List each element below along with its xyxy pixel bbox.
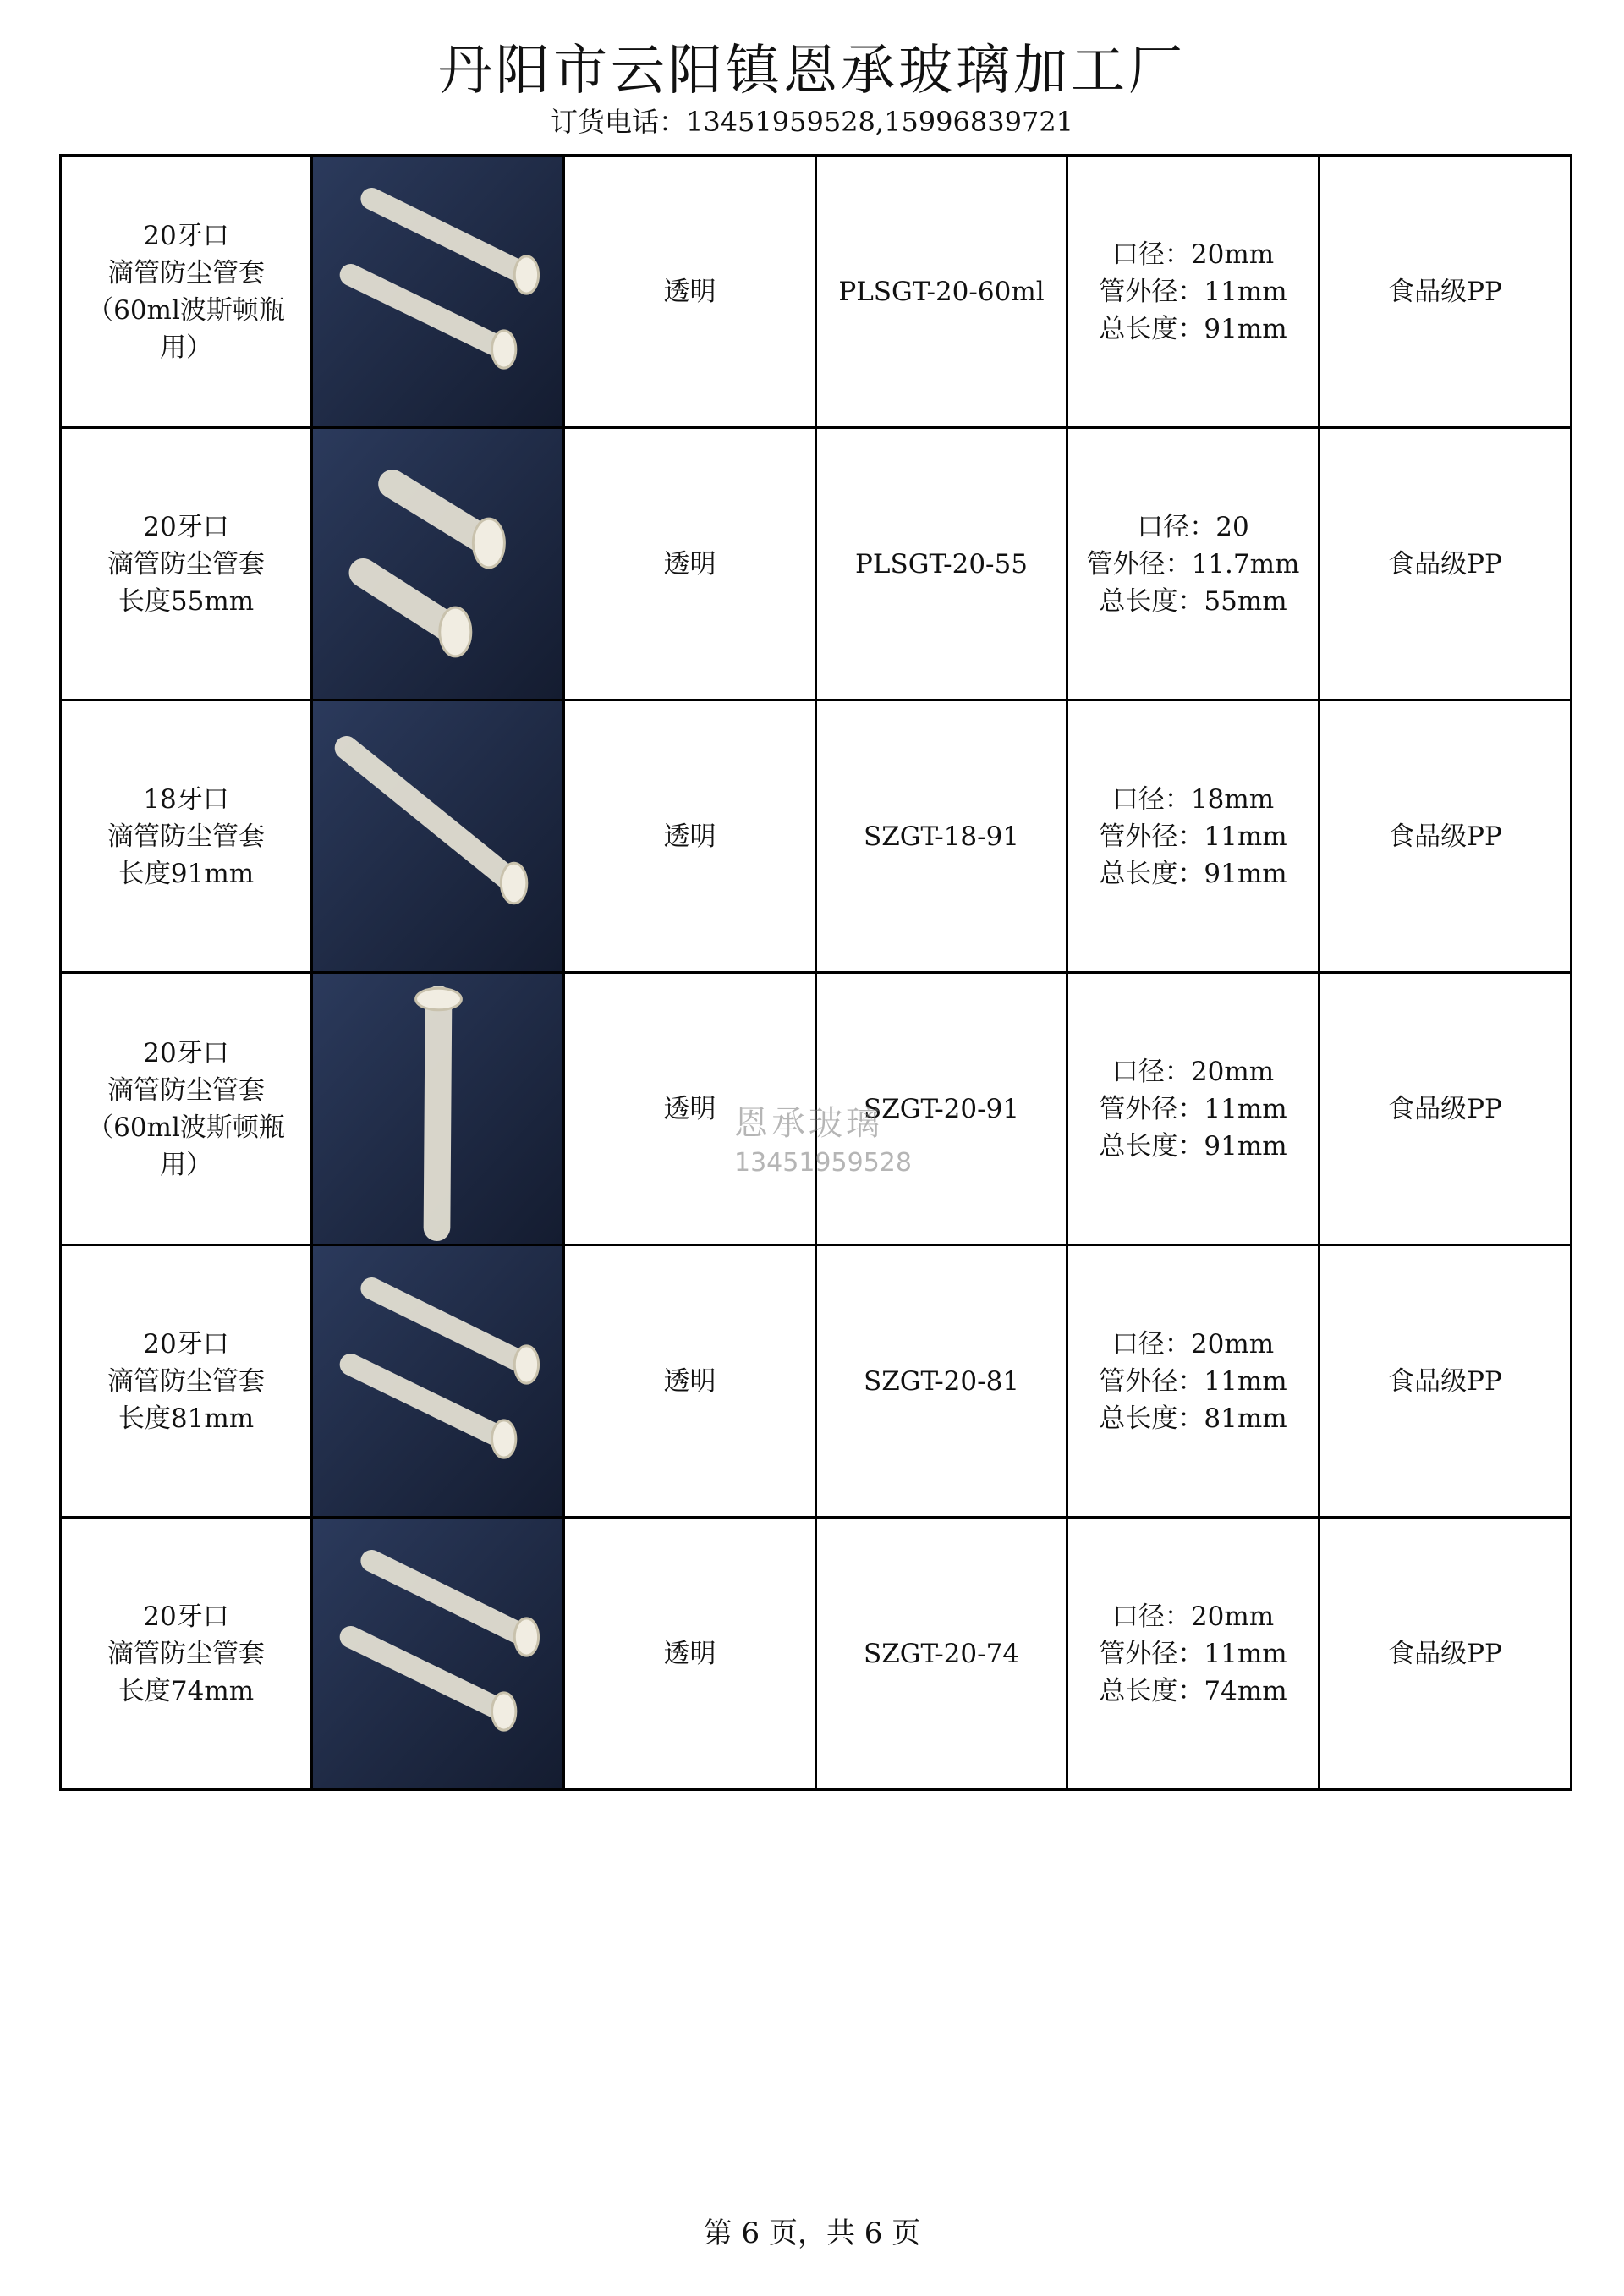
product-name-line: 滴管防尘管套 [107,821,265,852]
product-specs-line: 总长度：91mm [1099,1130,1287,1162]
product-model: SZGT-20-74 [816,1518,1067,1790]
product-material: 食品级PP [1320,428,1572,700]
product-model: SZGT-18-91 [816,700,1067,973]
photo-background [313,429,562,699]
product-specs-line: 总长度：91mm [1099,858,1287,889]
product-specs [1067,700,1320,973]
product-name-line: 20牙口 [143,1328,229,1359]
table-row [61,1518,1572,1790]
product-name-line: 20牙口 [143,511,229,542]
product-name-line: 20牙口 [143,220,229,251]
product-specs-line: 口径：20mm [1111,1328,1275,1359]
product-name [61,428,312,700]
product-specs-line: 总长度：55mm [1099,585,1287,617]
product-specs-line: 管外径：11mm [1099,1638,1287,1669]
two-dropper-dust-caps-icon [313,157,562,426]
product-photo [312,973,564,1245]
product-name-line: （60ml波斯顿瓶 [87,1112,285,1143]
table-row [61,1245,1572,1518]
product-name-line: 滴管防尘管套 [107,1074,265,1106]
product-name-line: 20牙口 [143,1037,229,1068]
product-material: 食品级PP [1320,1245,1572,1518]
product-color: 透明 [564,700,816,973]
product-specs-line: 管外径：11mm [1099,1093,1287,1124]
product-photo [312,700,564,973]
product-specs-line: 口径：18mm [1111,783,1275,815]
product-name-line: 用） [160,1149,212,1180]
product-model: SZGT-20-81 [816,1245,1067,1518]
product-name-line: 20牙口 [143,1601,229,1632]
product-specs [1067,428,1320,700]
product-name-line: 18牙口 [143,783,229,815]
product-specs-line: 口径：20mm [1111,1601,1275,1632]
product-color: 透明 [564,156,816,428]
product-name-line: 滴管防尘管套 [107,257,265,288]
product-specs-line: 口径：20mm [1111,239,1275,270]
product-name-line: （60ml波斯顿瓶 [87,294,285,326]
product-model: PLSGT-20-55 [816,428,1067,700]
product-color: 透明 [564,1245,816,1518]
product-specs [1067,973,1320,1245]
product-material: 食品级PP [1320,1518,1572,1790]
product-name [61,973,312,1245]
product-color: 透明 [564,1518,816,1790]
product-specs-line: 口径：20mm [1111,1056,1275,1087]
single-dropper-dust-cap-icon [313,701,562,971]
product-specs-line: 管外径：11mm [1099,821,1287,852]
watermark-name: 恩承玻璃 [734,1104,883,1143]
page-number: 第 6 页，共 6 页 [703,2216,921,2250]
watermark-phone: 13451959528 [734,1148,912,1178]
product-specs [1067,1518,1320,1790]
table-row [61,156,1572,428]
order-phone: 订货电话：13451959528,15996839721 [550,106,1074,138]
two-dropper-dust-caps-icon [313,1519,562,1788]
product-model: PLSGT-20-60ml [816,156,1067,428]
vertical-dropper-dust-cap-icon [313,974,562,1244]
product-specs-line: 管外径：11mm [1099,276,1287,307]
product-color: 透明 [564,973,816,1245]
product-name-line: 长度74mm [118,1675,255,1706]
product-name-line: 滴管防尘管套 [107,1365,265,1397]
page-title: 丹阳市云阳镇恩承玻璃加工厂 [438,40,1186,102]
product-material: 食品级PP [1320,156,1572,428]
product-name [61,1518,312,1790]
product-name [61,700,312,973]
product-model: SZGT-20-91 [816,973,1067,1245]
product-specs-line: 总长度：91mm [1099,313,1287,344]
product-name-line: 用） [160,332,212,363]
product-photo [312,1245,564,1518]
table-row [61,973,1572,1245]
product-photo [312,156,564,428]
product-specs-line: 管外径：11.7mm [1086,548,1300,579]
product-material: 食品级PP [1320,700,1572,973]
product-specs-line: 总长度：81mm [1099,1403,1287,1434]
product-table [59,154,1572,1791]
product-color: 透明 [564,428,816,700]
product-name-line: 长度81mm [118,1403,255,1434]
product-specs [1067,1245,1320,1518]
product-photo [312,428,564,700]
product-specs-line: 管外径：11mm [1099,1365,1287,1397]
product-specs-line: 总长度：74mm [1099,1675,1287,1706]
product-name-line: 长度91mm [118,858,255,889]
product-photo [312,1518,564,1790]
product-specs-line: 口径：20 [1137,511,1249,542]
product-name-line: 长度55mm [118,585,255,617]
product-name-line: 滴管防尘管套 [107,548,265,579]
product-name [61,1245,312,1518]
two-dropper-dust-caps-icon [313,1246,562,1516]
table-row [61,700,1572,973]
product-material: 食品级PP [1320,973,1572,1245]
product-name [61,156,312,428]
product-specs [1067,156,1320,428]
product-name-line: 滴管防尘管套 [107,1638,265,1669]
two-short-dropper-dust-caps-icon [313,429,562,699]
table-row [61,428,1572,700]
